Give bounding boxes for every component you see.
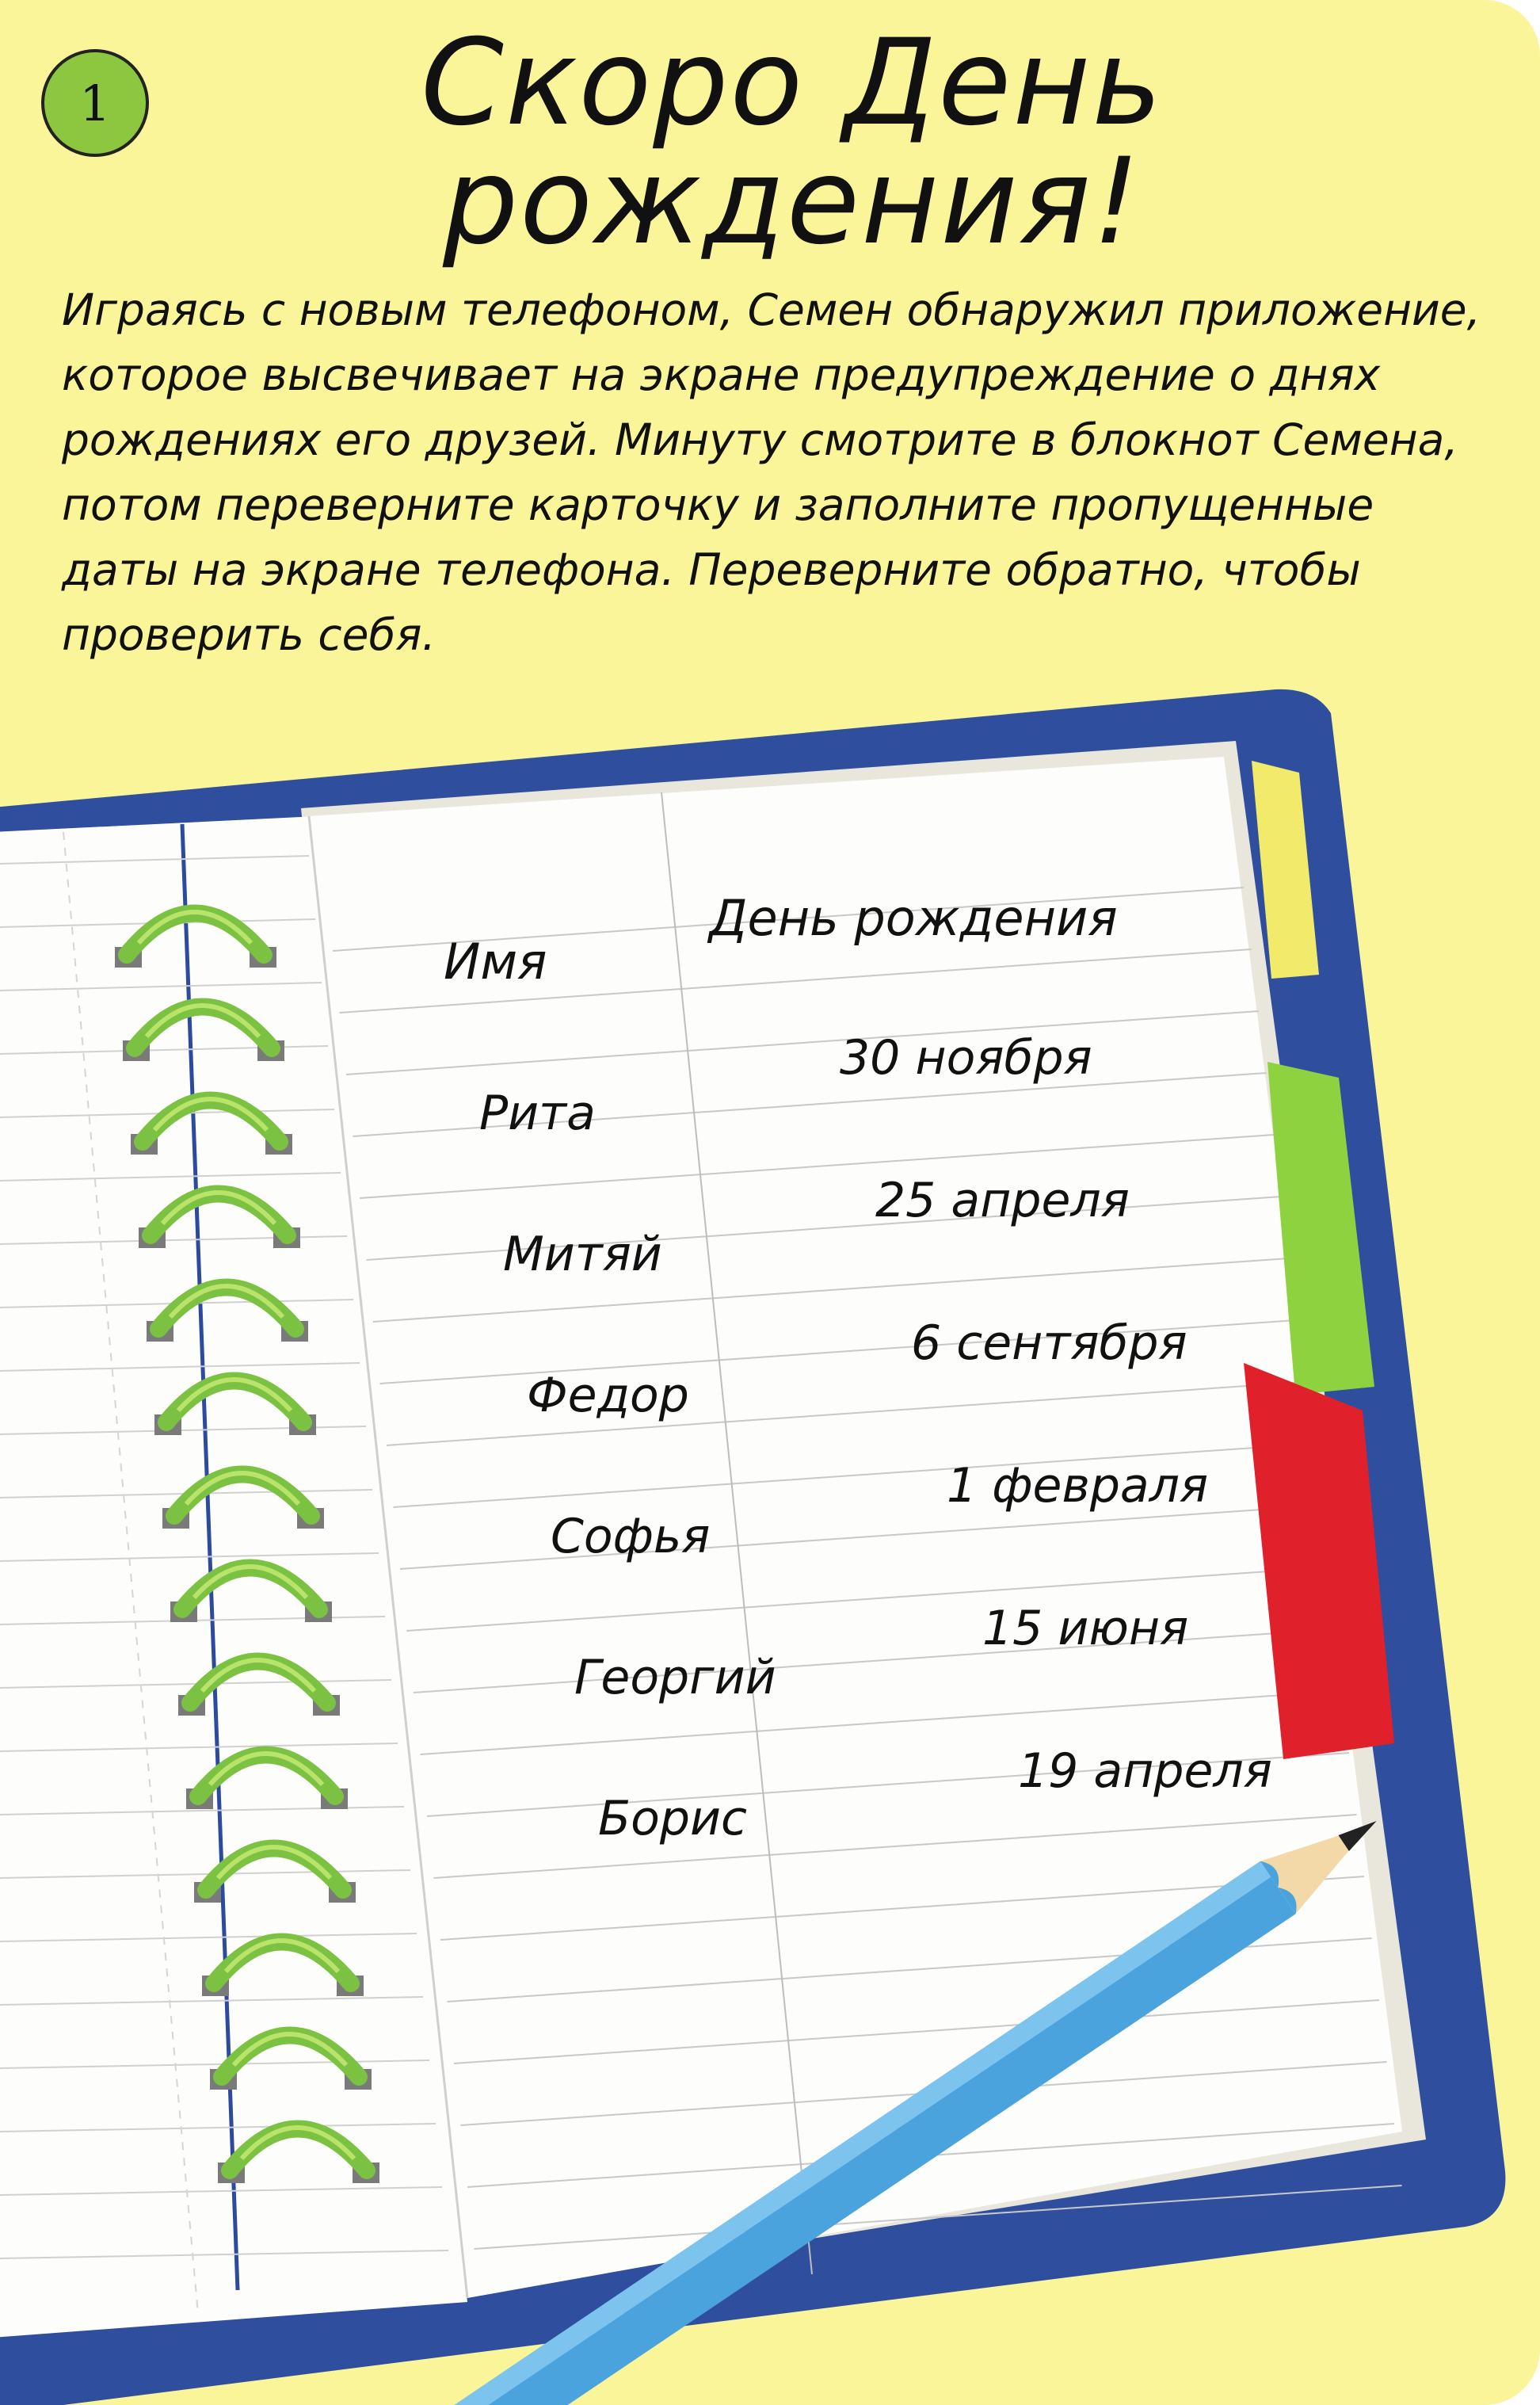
entry-name: Георгий [574, 1650, 776, 1705]
entry-name: Борис [598, 1791, 747, 1846]
title-line-1: Скоро День [421, 14, 1164, 152]
instructions-text: Играясь с новым телефоном, Семен обнаружил приложение, которое высвечивает на экране предупреждение о днях рождениях его друзей. Минуту смотрите в блокнот Семена, потом переверните карточку и заполните пропущенные даты на экране телефона. Переверните обратно, чтобы проверить себя. [62, 284, 1481, 660]
entry-date: 19 апреля [1018, 1743, 1272, 1799]
header-birthday: День рождения [709, 889, 1118, 947]
card-number-badge: 1 [41, 49, 149, 157]
entry-date: 25 апреля [875, 1173, 1130, 1228]
entry-name: Федор [527, 1368, 689, 1423]
title-line-2: рождения! [442, 133, 1142, 271]
entry-date: 15 июня [982, 1601, 1189, 1656]
entry-name: Митяй [503, 1227, 662, 1282]
header-name: Имя [444, 933, 547, 991]
entry-name: Рита [479, 1086, 596, 1141]
entry-date: 1 февраля [947, 1458, 1209, 1514]
entry-date: 30 ноября [840, 1030, 1092, 1086]
entry-name: Софья [551, 1509, 711, 1564]
entry-date: 6 сентября [911, 1315, 1187, 1371]
page-title [238, 14, 1347, 271]
